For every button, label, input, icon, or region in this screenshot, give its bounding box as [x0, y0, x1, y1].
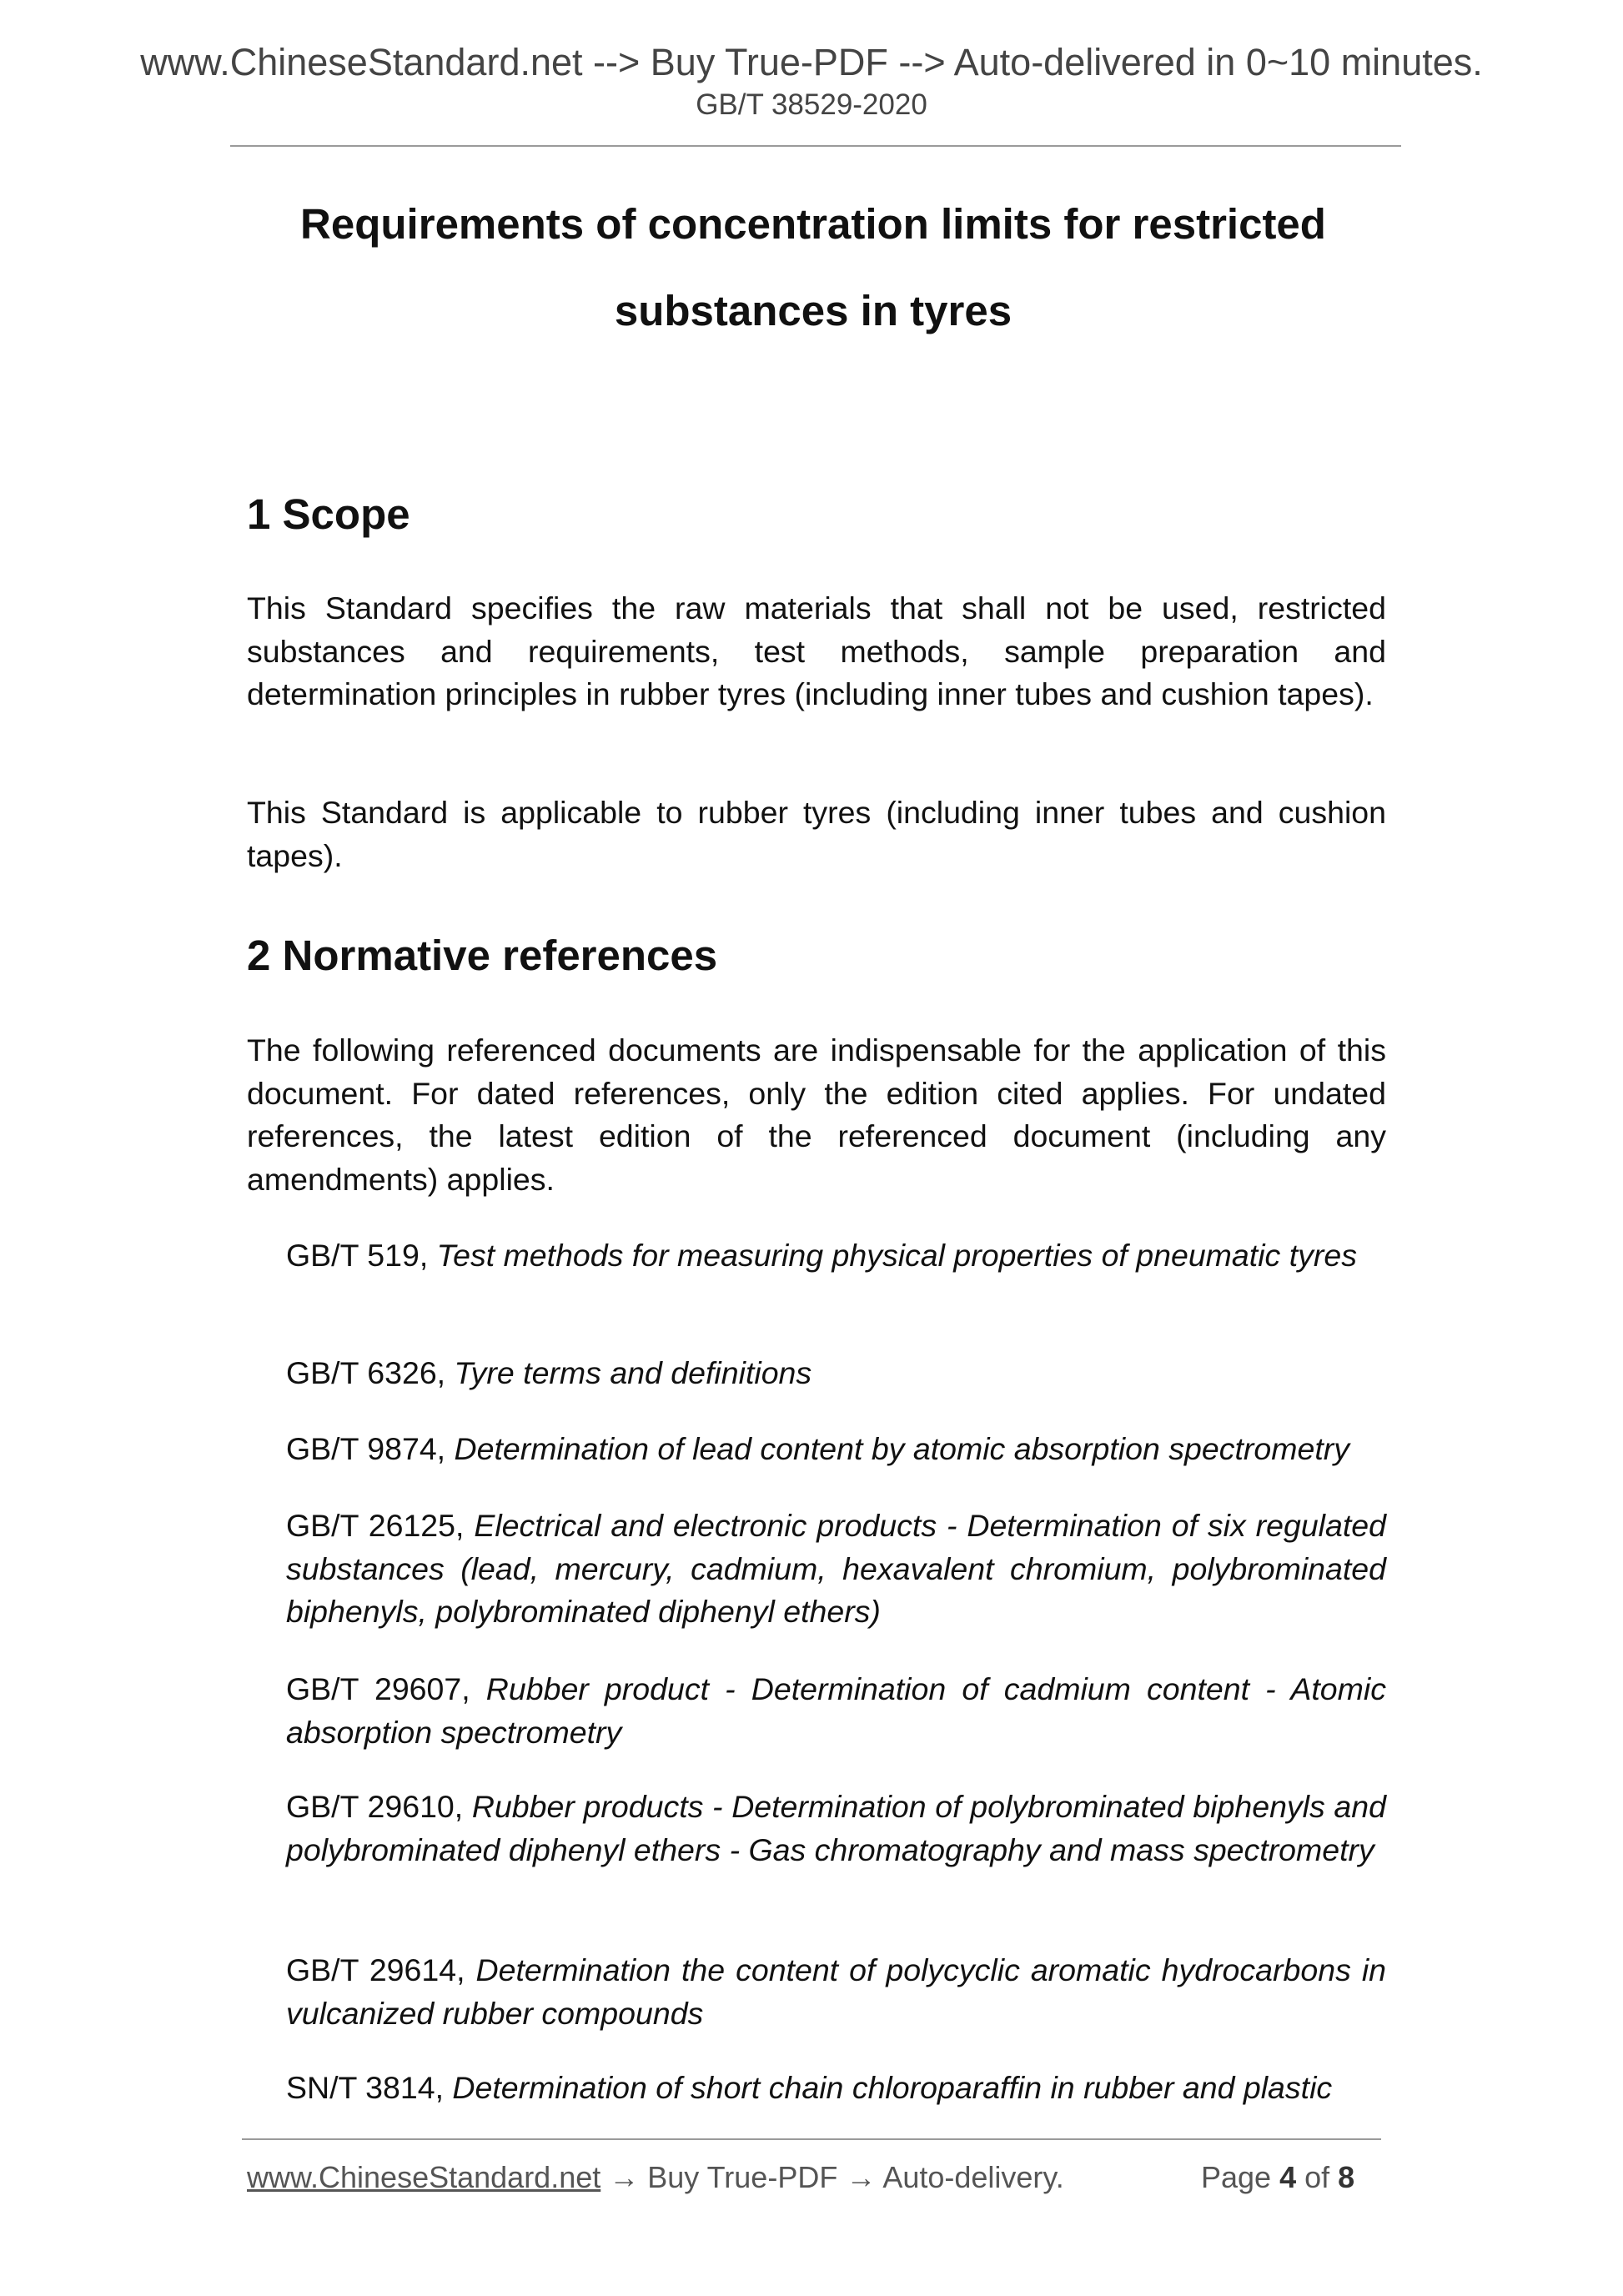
footer-divider — [242, 2138, 1381, 2140]
footer-promo-text: → Buy True-PDF → Auto-delivery. — [600, 2160, 1064, 2194]
reference-item — [286, 1428, 1386, 1471]
reference-code: GB/T 6326, — [286, 1355, 455, 1390]
normative-intro-paragraph: The following referenced documents are indispensable for the application of this document. For dated references, only the edition cited applies. For undated references, the latest edition of the referenced document (including any amendments) applies. — [247, 1032, 1386, 1197]
reference-code: GB/T 29610, — [286, 1789, 472, 1824]
reference-item — [286, 2067, 1386, 2110]
standard-code: GB/T 38529-2020 — [696, 88, 927, 121]
document-title-line1: Requirements of concentration limits for restricted — [300, 200, 1326, 248]
footer-website-link[interactable]: www.ChineseStandard.net — [247, 2160, 601, 2194]
reference-title: Test methods for measuring physical properties of pneumatic tyres — [436, 1238, 1357, 1273]
section-heading-normative-references: 2 Normative references — [247, 932, 718, 979]
reference-title: Determination of short chain chloroparaffin in rubber and plastic — [452, 2070, 1333, 2105]
reference-item — [286, 1505, 1386, 1634]
reference-title: Determination of lead content by atomic absorption spectrometry — [454, 1431, 1349, 1466]
reference-code: SN/T 3814, — [286, 2070, 453, 2105]
page-current: 4 — [1279, 2160, 1297, 2194]
footer-promo — [247, 2160, 1064, 2195]
scope-paragraph-1: This Standard specifies the raw materials that shall not be used, restricted substances and requirements, test methods, sample preparation and determination principles in rubber tyres (including inner tubes and cushion tapes). — [247, 590, 1386, 711]
reference-title: Electrical and electronic products - Determination of six regulated substances (lead, mercury, cadmium, hexavalent chromium, polybrominated biphenyls, polybrominated diphenyl ethers) — [286, 1508, 1386, 1629]
page-indicator — [1201, 2160, 1354, 2195]
reference-title: Tyre terms and definitions — [454, 1355, 812, 1390]
document-title-line2: substances in tyres — [614, 287, 1012, 334]
reference-code: GB/T 29607, — [286, 1671, 486, 1706]
reference-code: GB/T 29614, — [286, 1952, 476, 1987]
reference-code: GB/T 519, — [286, 1238, 437, 1273]
reference-item — [286, 1234, 1386, 1278]
reference-item — [286, 1352, 1386, 1395]
reference-title: Rubber products - Determination of polybrominated biphenyls and polybrominated diphenyl ethers - Gas chromatography and mass spectrometry — [286, 1789, 1386, 1867]
reference-item — [286, 1949, 1386, 2035]
page-label: Page — [1201, 2160, 1280, 2194]
section-heading-scope: 1 Scope — [247, 490, 410, 538]
header-banner: www.ChineseStandard.net --> Buy True-PDF --> Auto-delivered in 0~10 minutes. — [140, 41, 1483, 83]
reference-title: Rubber product - Determination of cadmium content - Atomic absorption spectrometry — [286, 1671, 1386, 1750]
reference-title: Determination the content of polycyclic aromatic hydrocarbons in vulcanized rubber compounds — [286, 1952, 1387, 2031]
reference-item — [286, 1668, 1386, 1754]
reference-item — [286, 1786, 1386, 1871]
header-divider — [230, 145, 1401, 147]
reference-code: GB/T 9874, — [286, 1431, 455, 1466]
scope-paragraph-2: This Standard is applicable to rubber tyres (including inner tubes and cushion tapes). — [247, 795, 1386, 873]
reference-code: GB/T 26125, — [286, 1508, 475, 1543]
page-of-label: of — [1296, 2160, 1339, 2194]
page-total: 8 — [1338, 2160, 1355, 2194]
